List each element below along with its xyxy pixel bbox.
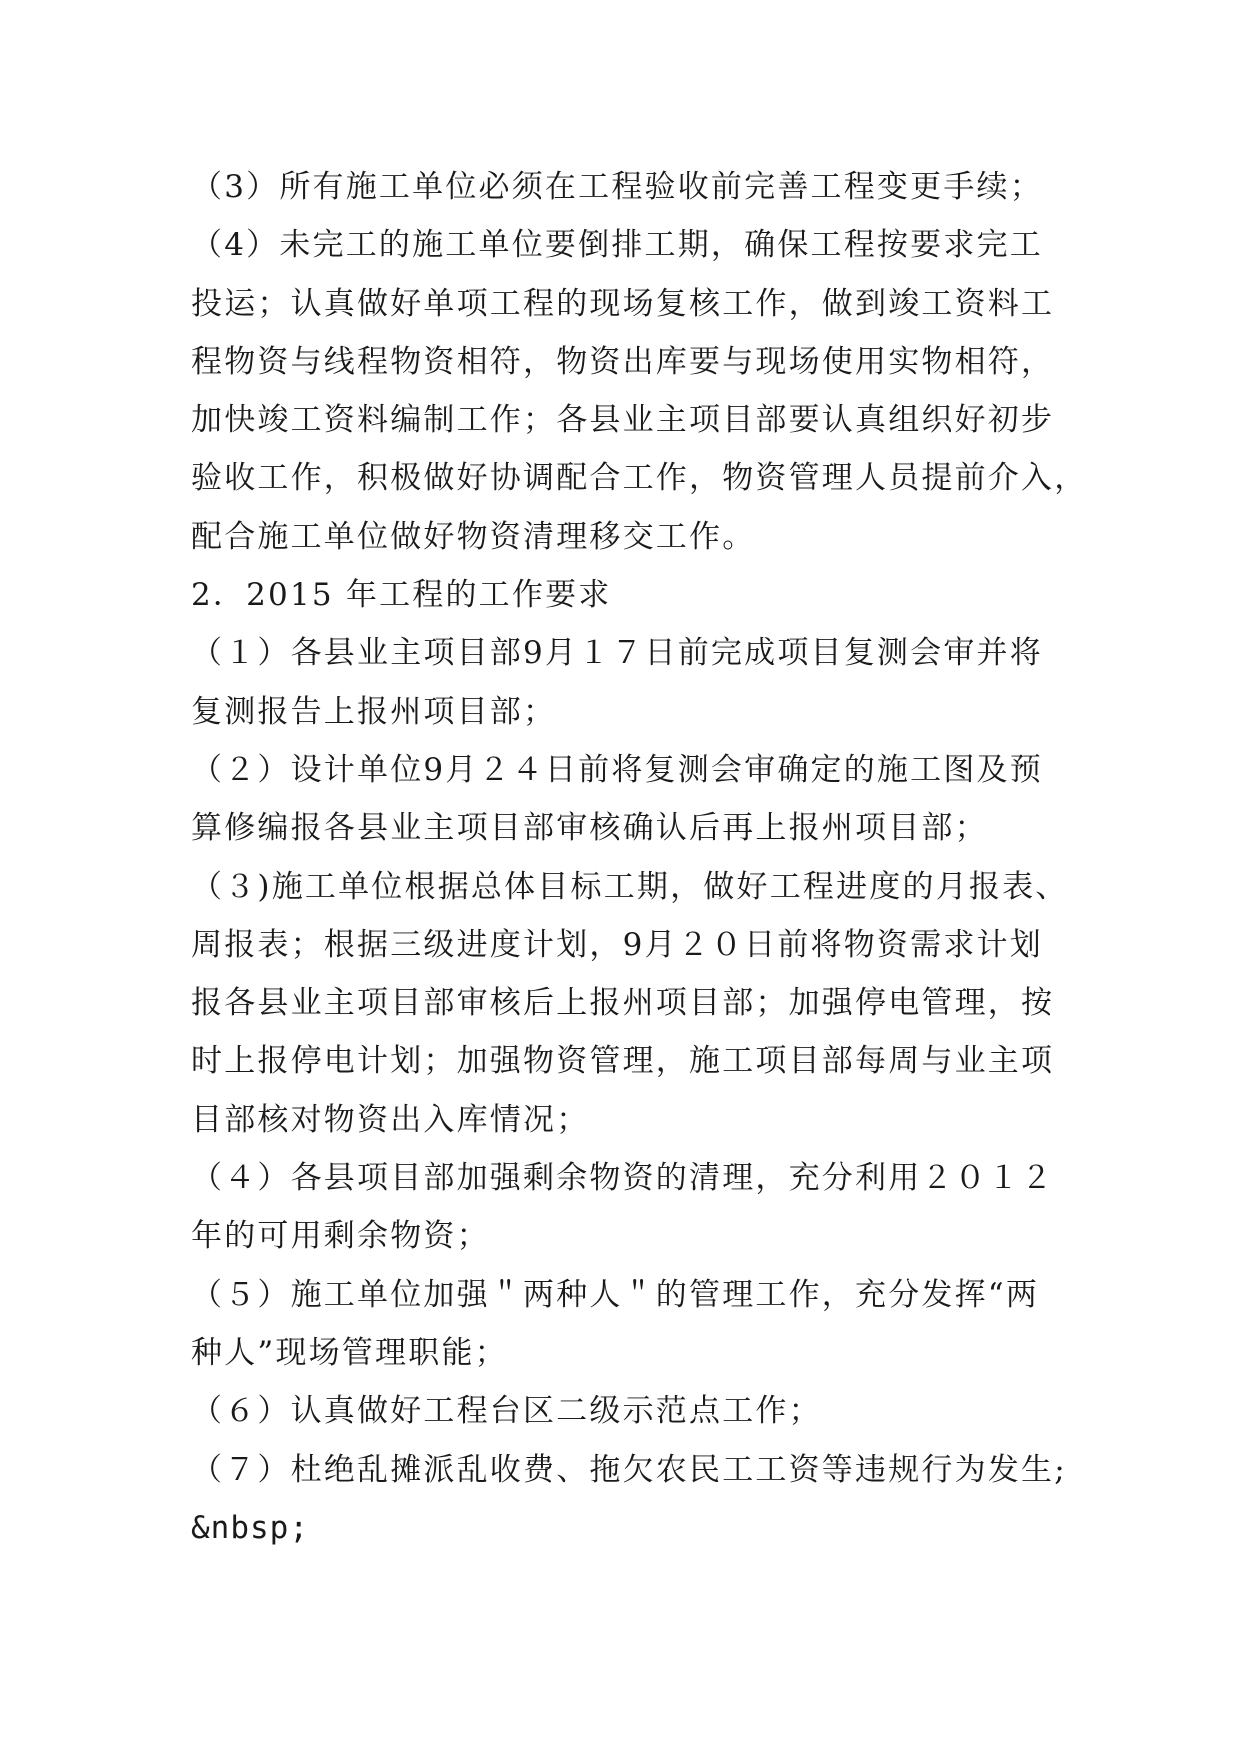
text-line: （５）施工单位加强＂两种人＂的管理工作，充分发挥“两 [191,1276,1040,1313]
text-line: （１）各县业主项目部9月１７日前完成项目复测会审并将 [191,635,1043,672]
text-line: （２）设计单位9月２４日前将复测会审确定的施工图及预 [191,751,1043,788]
text-line: 种人”现场管理职能； [191,1334,508,1371]
document-body [191,158,1088,1557]
text-line: （3）所有施工单位必须在工程验收前完善工程变更手续； [191,169,1043,205]
text-line: 报各县业主项目部审核后上报州项目部；加强停电管理，按 [191,985,1055,1022]
text-line: （６）认真做好工程台区二级示范点工作； [191,1393,822,1430]
text-line: 验收工作，积极做好协调配合工作，物资管理人员提前介入， [191,460,1088,497]
text-line: 投运；认真做好单项工程的现场复核工作，做到竣工资料工 [191,285,1055,322]
text-line: （4）未完工的施工单位要倒排工期，确保工程按要求完工 [191,227,1043,264]
text-line: 目部核对物资出入库情况； [191,1101,590,1138]
text-line: 配合施工单位做好物资清理移交工作。 [191,518,756,555]
text-line: 周报表；根据三级进度计划，9月２０日前将物资需求计划 [191,926,1043,963]
text-line: 复测报告上报州项目部； [191,693,557,730]
text-line: （４）各县项目部加强剩余物资的清理，充分利用２０１２ [191,1160,1055,1197]
text-line: 年的可用剩余物资； [191,1218,490,1255]
text-line: 程物资与线程物资相符，物资出库要与现场使用实物相符， [191,343,1055,380]
text-line: （３)施工单位根据总体目标工期，做好工程进度的月报表、 [191,868,1069,905]
text-line: 时上报停电计划；加强物资管理，施工项目部每周与业主项 [191,1043,1055,1080]
text-line: 算修编报各县业主项目部审核确认后再上报州项目部； [191,810,988,847]
section-heading: 2．2015 年工程的工作要求 [191,577,612,614]
text-line: 加快竣工资料编制工作；各县业主项目部要认真组织好初步 [191,402,1055,439]
text-line: &nbsp; [191,1509,309,1546]
text-line: （７）杜绝乱摊派乱收费、拖欠农民工工资等违规行为发生; [191,1451,1067,1488]
